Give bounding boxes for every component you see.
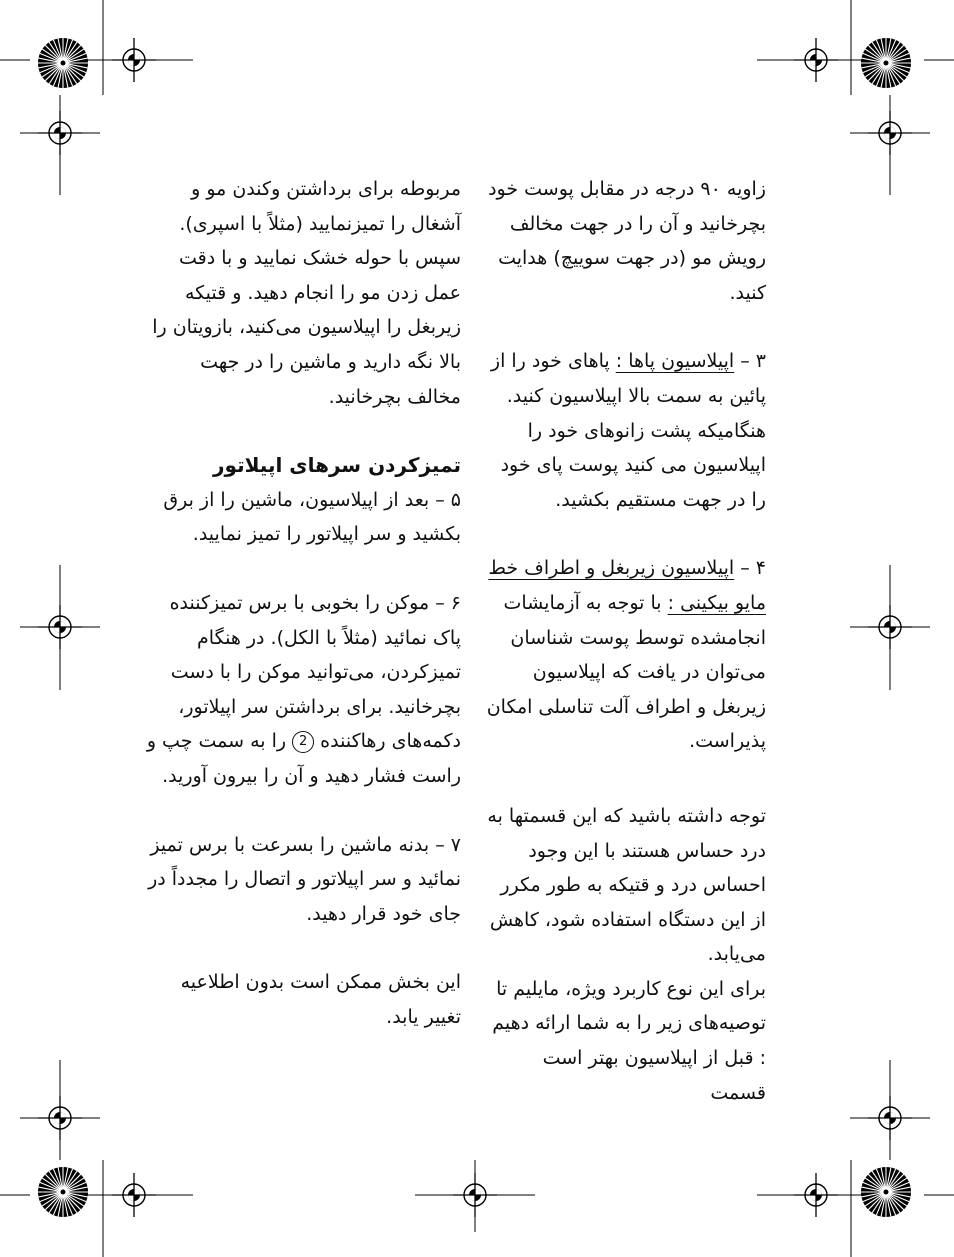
right-column xyxy=(484,172,766,1110)
step-3-text: پاهای خود را از پائین به سمت بالا اپیلاسیون کنید. هنگامیکه پشت زانوهای خود را اپیلاسیون می کنید پوست پای خود را در جهت مستقیم بکشید. xyxy=(490,350,766,511)
continuation-paragraph: مربوطه برای برداشتن وکندن مو و آشغال را تمیزنمایید (مثلاً با اسپری). سپس با حوله خشک نمایید و با دقت عمل زدن مو را انجام دهید. و قتیکه زیربغل را اپیلاسیون می‌کنید، بازویتان را بالا نگه دارید و ماشین را در جهت مخالف بچرخانید. xyxy=(152,178,461,408)
intro-paragraph: زاویه ۹۰ درجه در مقابل پوست خود بچرخانید و آن را در جهت مخالف رویش مو (در جهت سوییچ) هدایت کنید. xyxy=(488,178,766,304)
step-5-text: بعد از اپیلاسیون، ماشین را از برق بکشید و سر اپیلاتور را تمیز نمایید. xyxy=(163,488,461,546)
footer-note: این بخش ممکن است بدون اطلاعیه تغییر یابد. xyxy=(180,971,461,1028)
step-7 xyxy=(145,828,461,932)
step-3-title: اپیلاسیون پاها : xyxy=(615,350,735,373)
step-3-number: ۳ – xyxy=(740,350,766,373)
step-3 xyxy=(484,344,766,517)
step-5-number: ۵ – xyxy=(435,488,461,511)
step-6-text-a: موکن را بخوبی با برس تمیزکننده پاک نمائید (مثلاً با الکل). در هنگام تمیزکردن، می‌توانید موکن را با دست بچرخانید. برای برداشتن سر اپیلاتور، دکمه‌های رهاکننده xyxy=(169,591,461,753)
step-4-text: با توجه به آزمایشات انجامشده توسط پوست شناسان می‌توان در یافت که اپیلاسیون زیربغل و اطراف آلت تناسلی امکان پذیراست. xyxy=(486,591,766,753)
release-button-callout: 2 xyxy=(292,731,314,753)
left-column xyxy=(145,172,461,1034)
step-4-number: ۴ – xyxy=(740,557,766,580)
step-7-number: ۷ – xyxy=(435,833,461,856)
step-7-text: بدنه ماشین را بسرعت با برس تمیز نمائید و سر اپیلاتور و اتصال را مجدداً در جای خود قرار دهید. xyxy=(148,833,461,925)
step-4-title: اپیلاسیون زیربغل و اطراف خط مایو بیکینی : xyxy=(488,557,766,614)
step-6-text-b: را به سمت چپ و راست فشار دهید و آن را بیرون آورید. xyxy=(146,730,461,787)
note-paragraph: توجه داشته باشید که این قسمتها به درد حساس هستند با این وجود احساس درد و قتیکه به طور مکرر از این دستگاه استفاده شود، کاهش می‌یابد. xyxy=(487,804,766,966)
section-heading: تمیزکردن سرهای اپیلاتور xyxy=(213,453,461,478)
advice-paragraph: برای این نوع کاربرد ویژه، مایلیم تا توصیه‌های زیر را به شما ارائه دهیم : قبل از اپیلاسیون بهتر است قسمت xyxy=(492,977,766,1104)
step-6-number: ۶ – xyxy=(435,591,461,614)
step-4 xyxy=(484,551,766,759)
step-5 xyxy=(145,483,461,552)
step-6 xyxy=(145,586,461,794)
